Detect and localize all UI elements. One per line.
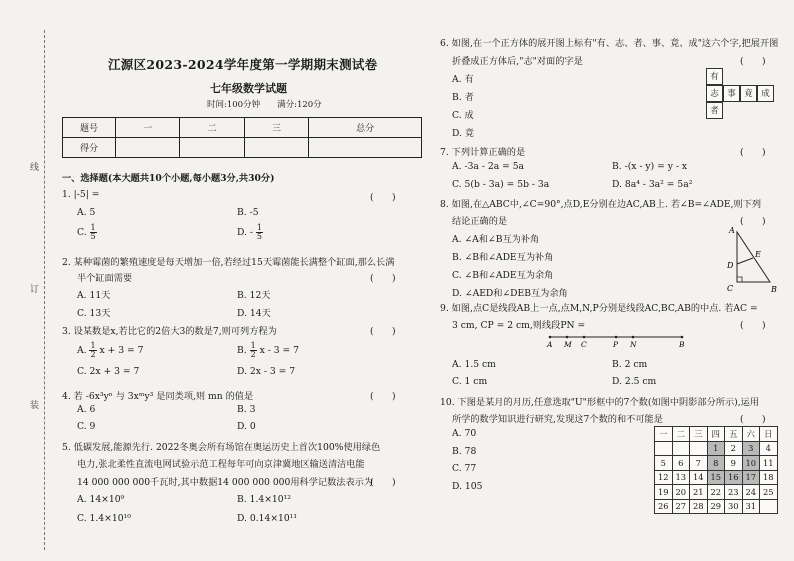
- q9-option-d: D. 2.5 cm: [612, 376, 657, 387]
- score-header-row: [63, 118, 422, 138]
- calendar-day: 8: [707, 456, 725, 471]
- net-face: 竟: [740, 85, 757, 102]
- q1-option-a: A. 5: [77, 207, 96, 218]
- point-a: [549, 336, 552, 339]
- net-face: 者: [706, 102, 723, 119]
- q8-option-b: B. ∠B和∠ADE互为补角: [452, 252, 554, 263]
- q6-option-a: A. 有: [452, 74, 474, 85]
- calendar-day: 14: [690, 470, 708, 485]
- calendar-week-row: [655, 456, 778, 471]
- fraction: $\frac{1}{2}$: [90, 341, 96, 359]
- q4-option-a: A. 6: [77, 404, 96, 415]
- calendar-day: 18: [760, 470, 778, 485]
- q1-option-b: B. -5: [237, 207, 259, 218]
- q8-stem-line2: 结论正确的是: [452, 216, 508, 227]
- q6-answer-paren[interactable]: ( ): [740, 56, 766, 67]
- point-label: C: [581, 340, 587, 349]
- calendar-table: [654, 426, 778, 514]
- calendar-day: 17: [742, 470, 760, 485]
- calendar-weekday: 六: [742, 427, 760, 442]
- exam-subtitle: 七年级数学试题: [210, 82, 287, 95]
- calendar-weekday: 二: [672, 427, 690, 442]
- q2-stem-line1: 2. 某种霉菌的繁殖速度是每天增加一倍,若经过15天霉菌能长满整个缸面,那么长满: [62, 257, 395, 268]
- q3-option-a: A. $\frac{1}{2}$ x + 3 = 7: [77, 341, 144, 359]
- q3-option-d: D. 2x - 3 = 7: [237, 366, 296, 377]
- calendar-week-row: [655, 499, 778, 514]
- score-input-cell[interactable]: [116, 138, 180, 158]
- net-face: 成: [757, 85, 774, 102]
- q5-stem-line2: 电力,张北柔性直流电网试验示范工程每年可向京津冀地区输送清洁电能: [77, 459, 365, 470]
- q2-option-c: C. 13天: [77, 308, 111, 319]
- q2-option-d: D. 14天: [237, 308, 271, 319]
- point-label: M: [564, 340, 572, 349]
- calendar-day: 1: [707, 441, 725, 456]
- score-cell: 一: [116, 118, 180, 138]
- margin-label-ding: 订: [30, 285, 40, 295]
- calendar-day: [690, 441, 708, 456]
- q7-option-c: C. 5(b - 3a) = 5b - 3a: [452, 179, 550, 190]
- vertex-d-label: D: [727, 261, 734, 270]
- fraction: $\frac{1}{5}$: [256, 223, 262, 241]
- calendar-week-row: [655, 485, 778, 500]
- calendar-day: 25: [760, 485, 778, 500]
- calendar-weekday: 一: [655, 427, 673, 442]
- calendar-day: 28: [690, 499, 708, 514]
- q6-option-b: B. 者: [452, 92, 474, 103]
- q2-option-b: B. 12天: [237, 290, 271, 301]
- q5-option-b: B. 1.4×10¹²: [237, 494, 291, 505]
- q4-stem: 4. 若 -6x³yⁿ 与 3xᵐy³ 是同类项,则 mn 的值是: [62, 391, 254, 402]
- q9-option-c: C. 1 cm: [452, 376, 488, 387]
- q1-answer-paren[interactable]: ( ): [370, 192, 396, 203]
- score-cell: 总分: [309, 118, 422, 138]
- q10-option-b: B. 78: [452, 446, 477, 457]
- q4-option-d: D. 0: [237, 421, 256, 432]
- calendar-day: 3: [742, 441, 760, 456]
- q9-stem-line1: 9. 如图,点C是线段AB上一点,点M,N,P分别是线段AC,BC,AB的中点. 若AC =: [440, 303, 758, 314]
- q5-answer-paren[interactable]: ( ): [370, 477, 396, 488]
- score-value-row: [63, 138, 422, 158]
- calendar-day: 22: [707, 485, 725, 500]
- calendar-day: 26: [655, 499, 673, 514]
- q4-answer-paren[interactable]: ( ): [370, 391, 396, 402]
- calendar-day: 24: [742, 485, 760, 500]
- score-table: [62, 117, 422, 158]
- q4-option-c: C. 9: [77, 421, 96, 432]
- q8-option-a: A. ∠A和∠B互为补角: [452, 234, 540, 245]
- net-face: 志: [706, 85, 723, 102]
- q8-option-c: C. ∠B和∠ADE互为余角: [452, 270, 554, 281]
- q5-option-a: A. 14×10⁹: [77, 494, 125, 505]
- q8-option-d: D. ∠AED和∠DEB互为余角: [452, 288, 568, 299]
- exam-title: 江源区2023-2024学年度第一学期期末测试卷: [108, 57, 378, 72]
- calendar-day: [760, 499, 778, 514]
- q6-option-c: C. 成: [452, 110, 474, 121]
- q10-answer-paren[interactable]: ( ): [740, 414, 766, 425]
- score-input-cell[interactable]: [180, 138, 244, 158]
- q8-answer-paren[interactable]: ( ): [740, 216, 766, 227]
- right-angle-mark: [737, 277, 742, 282]
- calendar-header-row: [655, 427, 778, 442]
- calendar-day: [655, 441, 673, 456]
- q9-answer-paren[interactable]: ( ): [740, 320, 766, 331]
- q7-stem: 7. 下列计算正确的是: [440, 147, 526, 158]
- calendar-weekday: 三: [690, 427, 708, 442]
- q2-option-a: A. 11天: [77, 290, 111, 301]
- calendar-week-row: [655, 470, 778, 485]
- point-n: [632, 336, 635, 339]
- q5-option-c: C. 1.4×10¹⁰: [77, 513, 131, 524]
- vertex-c-label: C: [727, 284, 734, 293]
- q5-stem-line1: 5. 低碳发展,能源先行. 2022冬奥会所有场馆在奥运历史上首次100%使用绿色: [62, 442, 381, 453]
- q3-option-c: C. 2x + 3 = 7: [77, 366, 140, 377]
- triangle-abc: [737, 232, 770, 282]
- calendar-weekday: 日: [760, 427, 778, 442]
- calendar-day: 13: [672, 470, 690, 485]
- calendar-day: 31: [742, 499, 760, 514]
- q5-option-d: D. 0.14×10¹¹: [237, 513, 298, 524]
- q1-option-c: C. $\frac{1}{5}$: [77, 223, 96, 241]
- q4-option-b: B. 3: [237, 404, 256, 415]
- calendar-day: 20: [672, 485, 690, 500]
- q10-option-a: A. 70: [452, 428, 477, 439]
- calendar-day: 9: [725, 456, 743, 471]
- segment-de: [737, 258, 753, 264]
- section-heading: 一、选择题(本大题共10个小题,每小题3分,共30分): [62, 173, 275, 184]
- calendar-day: 6: [672, 456, 690, 471]
- q6-stem-line1: 6. 如图,在一个正方体的展开图上标有"有、志、者、事、竟、成"这六个字,把展开图: [440, 38, 779, 49]
- calendar-day: 5: [655, 456, 673, 471]
- score-input-cell[interactable]: [309, 138, 422, 158]
- point-b: [681, 336, 684, 339]
- score-cell: 得分: [63, 138, 116, 158]
- exam-meta: 时间:100分钟 满分:120分: [207, 100, 322, 110]
- q1-stem: 1. |-5| =: [62, 189, 100, 200]
- vertex-b-label: B: [771, 285, 777, 294]
- calendar-day: 29: [707, 499, 725, 514]
- net-face: 事: [723, 85, 740, 102]
- score-input-cell[interactable]: [244, 138, 308, 158]
- q6-option-d: D. 竟: [452, 128, 475, 139]
- net-face: 有: [706, 68, 723, 85]
- q2-stem-line2: 半个缸面需要: [77, 273, 133, 284]
- q7-answer-paren[interactable]: ( ): [740, 147, 766, 158]
- point-label: N: [630, 340, 637, 349]
- calendar-day: 4: [760, 441, 778, 456]
- calendar-day: 30: [725, 499, 743, 514]
- calendar-day: 2: [725, 441, 743, 456]
- calendar-day: 12: [655, 470, 673, 485]
- q10-option-c: C. 77: [452, 463, 477, 474]
- q9-option-b: B. 2 cm: [612, 359, 648, 370]
- calendar-weekday: 四: [707, 427, 725, 442]
- fraction: $\frac{1}{2}$: [250, 341, 256, 359]
- calendar-day: 7: [690, 456, 708, 471]
- q2-answer-paren[interactable]: ( ): [370, 273, 396, 284]
- score-cell: 三: [244, 118, 308, 138]
- q9-option-a: A. 1.5 cm: [452, 359, 496, 370]
- q1-option-d: D. - $\frac{1}{5}$: [237, 223, 262, 241]
- point-label: A: [547, 340, 553, 349]
- calendar-day: 16: [725, 470, 743, 485]
- calendar-weekday: 五: [725, 427, 743, 442]
- q7-option-b: B. -(x - y) = y - x: [612, 161, 688, 172]
- q3-stem: 3. 设某数是x,若比它的2倍大3的数是7,则可列方程为: [62, 326, 277, 337]
- point-m: [566, 336, 569, 339]
- score-cell: 题号: [63, 118, 116, 138]
- q10-stem-line2: 所学的数学知识进行研究,发现这7个数的和不可能是: [452, 414, 663, 425]
- q3-option-b: B. $\frac{1}{2}$ x - 3 = 7: [237, 341, 299, 359]
- calendar-day: 10: [742, 456, 760, 471]
- vertex-e-label: E: [755, 250, 761, 259]
- point-label: P: [613, 340, 619, 349]
- point-p: [615, 336, 618, 339]
- calendar-day: 23: [725, 485, 743, 500]
- q8-stem-line1: 8. 如图,在△ABC中,∠C=90°,点D,E分别在边AC,AB上. 若∠B=∠ADE,则下列: [440, 199, 762, 210]
- fraction: $\frac{1}{5}$: [90, 223, 96, 241]
- q5-stem-line3: 14 000 000 000千瓦时,其中数据14 000 000 000用科学记数法表示为: [77, 477, 374, 488]
- binding-line: [44, 30, 45, 550]
- calendar-day: 15: [707, 470, 725, 485]
- calendar-day: [672, 441, 690, 456]
- q7-option-a: A. -3a - 2a = 5a: [452, 161, 525, 172]
- calendar-day: 21: [690, 485, 708, 500]
- q9-stem-line2: 3 cm, CP = 2 cm,则线段PN =: [452, 320, 586, 331]
- point-c: [583, 336, 586, 339]
- triangle-figure: [722, 222, 782, 297]
- calendar-day: 11: [760, 456, 778, 471]
- calendar-day: 19: [655, 485, 673, 500]
- q10-option-d: D. 105: [452, 481, 483, 492]
- q6-stem-line2: 折叠成正方体后,"志"对面的字是: [452, 56, 583, 67]
- vertex-a-label: A: [729, 226, 735, 235]
- point-label: B: [679, 340, 685, 349]
- margin-label-xian: 线: [30, 163, 40, 173]
- calendar-day: 27: [672, 499, 690, 514]
- q10-stem-line1: 10. 下图是某月的月历,任意选取"U"形框中的7个数(如图中阴影部分所示),运用: [440, 397, 760, 408]
- score-cell: 二: [180, 118, 244, 138]
- q3-answer-paren[interactable]: ( ): [370, 326, 396, 337]
- margin-label-zhuang: 装: [30, 401, 40, 411]
- segment-figure: [540, 332, 700, 350]
- calendar-week-row: [655, 441, 778, 456]
- q7-option-d: D. 8a⁴ - 3a² = 5a²: [612, 179, 693, 190]
